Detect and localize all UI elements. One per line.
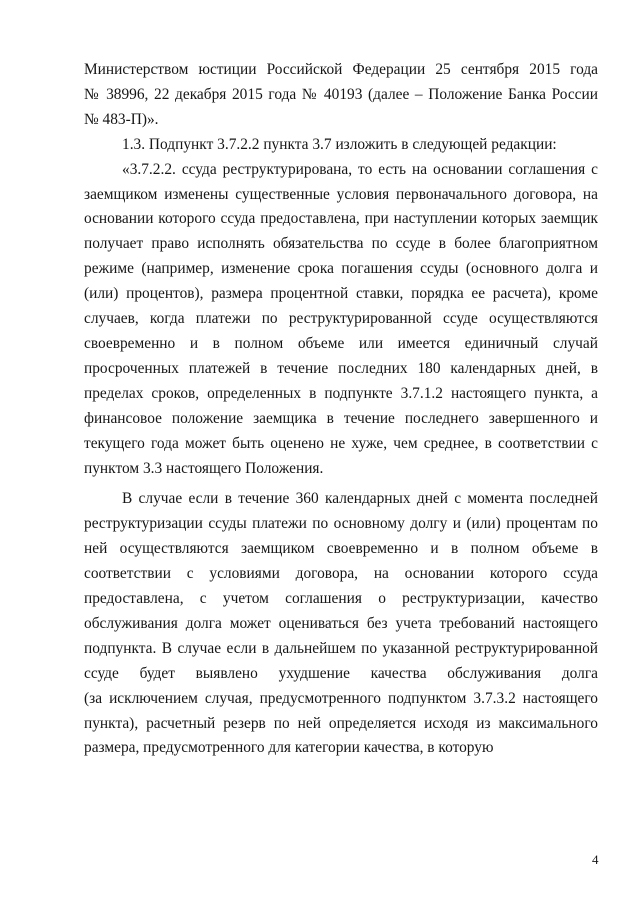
text-line: предоставлена, с учетом соглашения о реструктуризации, качество	[84, 590, 598, 608]
text-line: реструктуризации ссуды платежи по основному долгу и (или) процентам по	[84, 515, 598, 533]
paragraph-p1	[84, 58, 598, 133]
text-line: (или) процентов), размера процентной ставки, порядка ее расчета), кроме	[84, 285, 598, 303]
paragraph-p2	[84, 133, 598, 158]
text-line: «3.7.2.2. ссуда реструктурирована, то есть на основании соглашения с	[122, 160, 598, 178]
paragraph-p4	[84, 487, 598, 761]
text-line: № 38996, 22 декабря 2015 года № 40193 (далее – Положение Банка России	[84, 85, 598, 103]
text-line: ссуде будет выявлено ухудшение качества обслуживания долга	[84, 664, 598, 682]
text-line: В случае если в течение 360 календарных дней с момента последней	[122, 490, 598, 508]
text-line: заемщиком изменены существенные условия первоначального договора, на	[84, 185, 598, 203]
text-line: получает право исполнять обязательства по ссуде в более благоприятном	[84, 235, 598, 253]
text-line: ней осуществляются заемщиком своевременно и в полном объеме в	[84, 540, 598, 558]
text-line: подпункта. В случае если в дальнейшем по указанной реструктурированной	[84, 639, 598, 657]
text-line: 1.3. Подпункт 3.7.2.2 пункта 3.7 изложить в следующей редакции:	[122, 135, 557, 153]
text-line: режиме (например, изменение срока погашения ссуды (основного долга и	[84, 260, 598, 278]
text-line: Министерством юстиции Российской Федерации 25 сентября 2015 года	[84, 61, 598, 78]
text-line: своевременно и в полном объеме или имеется единичный случай	[84, 334, 598, 352]
text-line: соответствии с условиями договора, на основании которого ссуда	[84, 565, 598, 583]
text-line: просроченных платежей в течение последних 180 календарных дней, в	[84, 359, 598, 377]
paragraph-p3	[84, 158, 598, 482]
text-line: № 483-П)».	[84, 110, 159, 128]
text-line: обслуживания долга может оцениваться без учета требований настоящего	[84, 614, 598, 632]
text-line: пунктом 3.3 настоящего Положения.	[84, 459, 324, 477]
text-line: пределах сроков, определенных в подпункте 3.7.1.2 настоящего пункта, а	[84, 384, 598, 402]
text-line: финансовое положение заемщика в течение последнего завершенного и	[84, 409, 598, 427]
text-line: основании которого ссуда предоставлена, при наступлении которых заемщик	[84, 210, 598, 228]
page-number: 4	[592, 852, 599, 867]
text-line: пункта), расчетный резерв по ней определяется исходя из максимального	[84, 714, 598, 732]
text-line: (за исключением случая, предусмотренного подпунктом 3.7.3.2 настоящего	[84, 689, 598, 707]
document-body	[84, 58, 598, 761]
text-line: размера, предусмотренного для категории качества, в которую	[84, 739, 494, 757]
text-line: текущего года может быть оценено не хуже, чем среднее, в соответствии с	[84, 434, 598, 452]
text-line: случаев, когда платежи по реструктурированной ссуде осуществляются	[84, 310, 598, 328]
